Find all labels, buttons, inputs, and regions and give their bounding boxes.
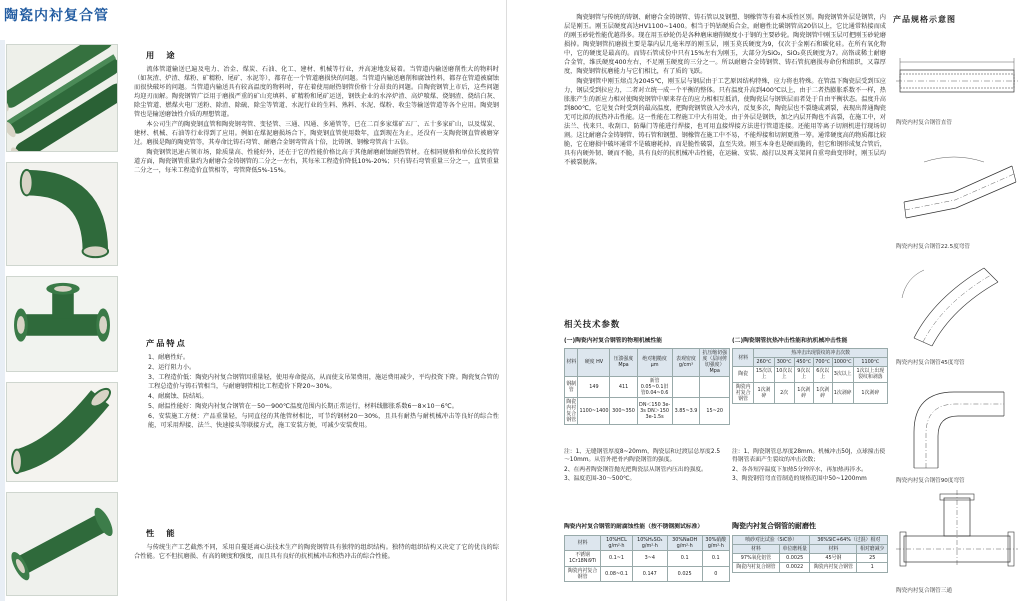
- performance-para: 与传统生产工艺截然不同，采用自蔓延离心法技术生产的陶瓷钢管具有独特的组织结构。独特的组织结构又决定了它的优良的综合性能。它不但抗磨损、有高的硬度和强度，而且具有良好的抗机械冲击和热冲击的综合性能。: [134, 543, 499, 560]
- table-cell: 3~4: [632, 551, 667, 566]
- uses-para: 陶瓷钢管迅速占领市场，除质量高、性能好外，还在于它的性能价格比高于其他耐磨耐蚀耐热管材。在相同规格和单位长度的管道方面，陶瓷钢管重量约为耐磨合金铸钢管的二分之一左右，其每米工程造价降低10%-20%；只有铸石弯管重量三分之一，直管重量二分之一，每米工程造价直管相等，弯管降低5%-15%。: [134, 148, 499, 174]
- phys-table: [564, 348, 730, 425]
- diagram-caption: 陶瓷内衬复合钢管直管: [896, 120, 952, 126]
- table-cell: 1: [857, 563, 888, 572]
- diagram-tee: [894, 488, 1020, 595]
- diagram-caption: 陶瓷内衬复合钢管90度弯管: [896, 478, 965, 484]
- note-line: 注：1、无缝钢管厚度8~20mm，陶瓷层和过渡层总厚度2.5～10mm。从管外把骨内陶瓷钢管的强度。: [564, 449, 721, 464]
- straight-pipe-icon: [7, 45, 117, 151]
- corr-header: 10%HCL g/m²·h: [601, 536, 633, 551]
- table-cell: 陶瓷内衬复合钢管: [565, 566, 601, 581]
- uses-section: [134, 44, 499, 177]
- table-cell: 149: [578, 376, 610, 397]
- feature-item: 1、耐磨性好。: [148, 353, 190, 361]
- temp-header: 300℃: [774, 358, 794, 367]
- table-cell: 0.0022: [779, 563, 810, 572]
- uses-heading: 用 途: [146, 50, 177, 60]
- feature-item: 2、运行阻力小。: [148, 363, 196, 371]
- table-cell: 1次剥碎: [794, 382, 813, 403]
- table-cell: 0: [702, 566, 729, 581]
- diagram-caption: 陶瓷内衬复合钢管45度弯管: [896, 360, 965, 366]
- table-cell: 3.85~3.9: [672, 397, 700, 425]
- table-cell: 陶瓷内衬复合钢管: [733, 563, 780, 572]
- bend-photo: [6, 382, 118, 482]
- wear-subheader: 材料: [810, 545, 857, 554]
- table-cell: 陶瓷内衬复合钢管: [566, 398, 577, 424]
- diagram-45: [894, 258, 1020, 367]
- phys-header: 压溃强度 Mpa: [610, 349, 637, 377]
- temp-header: 1100℃: [853, 358, 887, 367]
- diagram-straight: [894, 40, 1020, 127]
- flange-tee-icon: [7, 277, 117, 371]
- table-cell: 97%氧化铝管: [733, 554, 780, 563]
- note-line: 2、在两者陶瓷钢管抛光把陶瓷层从钢管内压出的强度。: [564, 466, 707, 473]
- table-cell: 1100~1400: [578, 397, 610, 425]
- table-row: [733, 382, 888, 403]
- performance-heading: 性 能: [146, 528, 177, 538]
- spec-title: 产品规格示意图: [893, 15, 956, 24]
- table-cell: 15次以上: [754, 367, 774, 382]
- table-cell: 411: [610, 376, 637, 397]
- temp-header: 700℃: [813, 358, 832, 367]
- uses-para: 流体管道输送已遍及电力、冶金、煤炭、石油、化工、建材、机械等行业，并高速地发展着。当管道内输送磨削性大的物料时（如灰渣、炉渣、煤粉、矿精粉、尾矿、水泥等），都存在一个管道磨损快的问题。当管道内输送磨削和腐蚀性料，都存在管道被腐蚀而很快破坏的问题。当管道内输送具有较高温度的物料时，存在着使用耐热钢管价格十分昂贵的问题。自陶瓷钢管上市后，这些问题均迎刃而解。陶瓷钢管广泛用于磨损严重的矿山充填料、矿精粉和尾矿运送，钢铁企业的水淬炉渣、高炉喷煤、烧钢渣、烧结白灰、除尘管道、燃煤火电厂送粉、除渣、除硫、除尘等管道、水泥行业的生料、熟料、水泥、煤粉、收尘等输送管道等各个应用。陶瓷钢管也是输送磨蚀性介质的理想管道。: [134, 65, 499, 118]
- table-cell: 0.1~1: [601, 551, 633, 566]
- feature-item: 5、耐温性能好：陶瓷内衬复合钢管在－50～900℃温度范围内长期正常运行，材料线膨胀系数6～8×10－6℃。: [148, 402, 458, 410]
- flange-tee-photo: [6, 276, 118, 372]
- wear-subheader: 相对磨减少: [857, 545, 888, 554]
- impact-header: 热冲击出现裂纹的冲击次数: [754, 349, 888, 358]
- left-page: [0, 0, 507, 601]
- bend-icon: [7, 383, 117, 481]
- table-cell: 1次剥碎: [813, 382, 832, 403]
- table-cell: 新管0.05~0.1旧管0.04~0.6: [637, 376, 672, 397]
- table-cell: 1次剥碎: [853, 382, 887, 403]
- wear-table-title: 陶瓷内衬复合钢管的耐磨性: [732, 522, 816, 530]
- bend-22-5-drawing-icon: [894, 142, 1020, 242]
- table-cell: 0.1: [702, 551, 729, 566]
- impact-notes: [732, 448, 888, 485]
- table-cell: 2次: [774, 382, 794, 403]
- wear-header: 36%SiC+64%（过混）相对: [810, 536, 888, 545]
- impact-table: [732, 348, 888, 404]
- table-row: [733, 554, 888, 563]
- table-cell: 15~20: [700, 397, 730, 425]
- table-cell: 0.1: [667, 551, 702, 566]
- table-row: [733, 563, 888, 572]
- table-cell: [700, 376, 730, 397]
- wear-subheader: 单位磨耗量: [779, 545, 810, 554]
- table-cell: 陶瓷: [733, 367, 754, 382]
- wear-table: [732, 535, 888, 573]
- short-spool-photo: [6, 492, 118, 596]
- temp-header: 1000℃: [833, 359, 852, 366]
- table-cell: 300~350: [610, 397, 637, 425]
- table-cell: 3次以上: [832, 367, 853, 382]
- table-cell: 陶瓷内衬复合钢管: [810, 563, 857, 572]
- table-cell: 不锈钢 1Cr18Ni9Ti: [565, 551, 601, 566]
- table-row: [733, 367, 888, 382]
- table-cell: 0.0025: [779, 554, 810, 563]
- note-line: 注：1、陶瓷钢管总厚度28mm。机械冲击50J，点球撞击使得钢管表面产生裂纹的冲击次数；: [732, 449, 886, 464]
- impact-header: 材料: [733, 349, 754, 367]
- phys-header: 硬度 HV: [578, 349, 610, 377]
- tee-drawing-icon: [894, 488, 1020, 586]
- left-accent-bar: [0, 40, 5, 601]
- body-para: 陶瓷钢管与传统的铸钢、耐磨合金铸钢管、铸石管以及钢塑、钢橡管等有着本质性区别。陶瓷钢管外层是钢管，内层是刚玉。刚玉层硬度高达HV1100~1400。相当于钨钴硬质合金，耐磨性比碳钢管高20倍以上，它比通常粘接而成的刚玉砂轮性能优越得多。现在用玉砂轮仍是各种磨床磨削硬度小于钢的主要砂轮。陶瓷钢管中刚玉层可把刚玉砂轮磨损掉。陶瓷钢管抗磨损主要是靠内层几毫米厚的刚玉层，刚玉莫氏硬度为9，仅次于金刚石和碳化硅。在所有氧化物中，它的硬度是最高的。而铸石管成份中只有15%左右为刚玉，大部分为SiO₂，SiO₂莫氏硬度为7。高铬或稀土耐磨合金管，维氏硬度400左右，不足刚玉硬度的三分之一。所以耐磨合金铸钢管、铸石管抗磨损寿命份和組织，又靠厚度，陶瓷钢管抗磨能力与它们相比，有了质的飞跃。: [564, 14, 886, 75]
- table-cell: 6次以上: [813, 367, 832, 382]
- table-cell: 1次剥碎: [754, 382, 774, 403]
- bend-45-drawing-icon: [894, 258, 1020, 358]
- table-cell: 10次以上: [774, 367, 794, 382]
- right-page: [510, 0, 1024, 601]
- straight-pipe-photo: [6, 44, 118, 152]
- phys-header: 材料: [565, 349, 578, 377]
- right-body-text: [564, 14, 886, 169]
- features-section: [134, 332, 499, 432]
- table-row: [565, 397, 730, 425]
- table-cell: DN＜150 3e-3s DN＞150 3e-1.5s: [637, 397, 672, 425]
- tech-heading: 相关技术参数: [564, 319, 621, 329]
- bend-90-drawing-icon: [894, 372, 1020, 476]
- corrosion-table: [564, 535, 730, 582]
- features-heading: 产品特点: [146, 338, 187, 348]
- feature-item: 6、安装施工方便：产品重量轻，与同直径的其他管材相比，可节约钢材20～30%，且具有耐热与耐机械冲击等良好的综合性能，可采用焊接、法兰、快速接头等联接方式，施工安装方便，可减少安装费用。: [148, 412, 499, 429]
- feature-item: 3、工程造价低：陶瓷内衬复合钢管因重量轻，使用寿命提高，从而使支吊架费用，施运费用减少，平均投资下降。陶瓷复合管的工程总造价与铸石管相当，与耐磨钢管相比工程造价下降20~30%。: [148, 373, 499, 390]
- diagram-22-5: [894, 142, 1020, 251]
- wear-header: 喷砂对比试验（SiC砂）: [733, 536, 810, 545]
- corr-header: 10%H₂SO₄ g/m²·h: [632, 536, 667, 551]
- table-cell: 45号钢: [810, 554, 857, 563]
- phys-header: 抗压缩切强度（层间剪切强度）Mpa: [700, 349, 730, 377]
- diagram-90: [894, 372, 1020, 485]
- table-cell: 0.147: [632, 566, 667, 581]
- table-row: [565, 551, 730, 566]
- feature-item: 4、耐腐蚀、防结垢。: [148, 392, 208, 400]
- table-cell: 钢制管: [565, 376, 578, 397]
- performance-section: [134, 522, 499, 563]
- straight-pipe-drawing-icon: [894, 40, 1020, 118]
- table-cell: 0.025: [667, 566, 702, 581]
- diagram-caption: 陶瓷内衬复合钢管三通: [896, 588, 952, 594]
- table-row: [565, 376, 730, 397]
- phys-notes: [564, 448, 724, 485]
- note-line: 2、各各短淬温度下加热5分钟淬水，再加热再淬水。: [732, 466, 867, 473]
- note-line: 3、温度范围-30～500℃。: [564, 476, 636, 483]
- table-cell: 1次剥碎: [832, 382, 853, 403]
- corr-header: 材料: [565, 536, 601, 551]
- table-cell: 25: [857, 554, 888, 563]
- corr-header: 30%硝酸 g/m²·h: [702, 536, 729, 551]
- corr-header: 30%NaOH g/m²·h: [667, 536, 702, 551]
- phys-header: 绝对粗糙度 μm: [637, 349, 672, 377]
- uses-para: 本公司生产的陶瓷钢直管和陶瓷钢弯管、变径管、三通、四通、多通管等，已在二百多家煤矿五厂、五十多家矿山，以及煤炭、建材、机械、石油等行业得到了应用。例如在煤泥磨损场合下，陶瓷钢直管使用数年，直到现在为止，还没有一支陶瓷钢直管被磨穿过。磨损是陶的陶瓷管等，其寿命比铸石弯管、耐磨合金钢弯管高十倍，比铸钢、钢橡弯管高十五倍。: [134, 120, 499, 146]
- short-spool-icon: [7, 493, 117, 595]
- elbow-icon: [7, 163, 117, 265]
- table-cell: 1次以上出现裂纹和剥落: [853, 367, 887, 382]
- impact-table-title: (二)陶瓷钢管抗热冲击性能和抗机械冲击性能: [732, 338, 848, 344]
- phys-header: 表观密度 g/cm³: [672, 349, 700, 377]
- phys-table-title: (一)陶瓷内衬复合钢管的物理机械性能: [564, 338, 663, 344]
- elbow-photo: [6, 162, 118, 266]
- corr-table-title: 陶瓷内衬复合钢管的耐腐蚀性能（按不锈钢测试标准）: [564, 524, 704, 530]
- wear-subheader: 材料: [733, 545, 780, 554]
- temp-header: 450℃: [794, 358, 813, 367]
- table-cell: 0.08~0.1: [601, 566, 633, 581]
- table-cell: 9次以上: [794, 367, 813, 382]
- diagram-caption: 陶瓷内衬复合钢管22.5度弯管: [896, 244, 970, 250]
- table-cell: 陶瓷内衬复合钢管: [733, 382, 754, 403]
- page-title: 陶瓷内衬复合管: [4, 8, 109, 24]
- note-line: 3、陶瓷钢管弯直管制造的规格范围中50~1200mm: [732, 476, 867, 483]
- table-row: [565, 566, 730, 581]
- temp-header: 260℃: [754, 358, 774, 367]
- table-cell: [672, 376, 700, 397]
- body-para: 陶瓷钢管中刚玉熔点为2045℃，刚玉层与钢层由于工艺原因结构特殊，应力将也特殊。在管温下陶瓷层受到压应力，钢层受到拉应力，二者对立统一成一个平衡的整体。只有温度升高到400℃以上，由于二者热膨胀系数不一样，热胀胀产生的新应力相对使陶瓷钢管中原来存在的应力相相互抵消，使陶瓷层与钢铁层而者处于自由平衡状态。温度升高到800℃，它是复合时受到的最高温度，把陶瓷钢管放入冷水内，反复多次，陶瓷层也不裂缝或剥裂，表现出普通陶瓷无可比拟的抗热冲击性能。这一性能在工程施工中大有用处，由于外层是钢铁，加之内层开陶也不高裂，在施工中，对法兰、伐来只、收刮口、防爆门等能进行焊接，也可用直接焊接方法进行管道连接。还能用等离子切割机进行现场切割。这比耐磨合金铸钢管、铸石管和钢塑、钢橡管在施工中不易，不能焊接和切割更胜一筹。通常硬度高的物质都比较脆，它在磨损中破坏通常不是破磨耗掉，而是脆性破裂，直至失效。刚玉本身也是硬而脆的，但它和钢形成复合管后，具有内硬外韧、硬而不脆，具有良好的抗机械冲击性能，在运输、安装、敲打以及再支架间自重弯曲变形时，刚玉层均不被裂脱落。: [564, 77, 886, 166]
